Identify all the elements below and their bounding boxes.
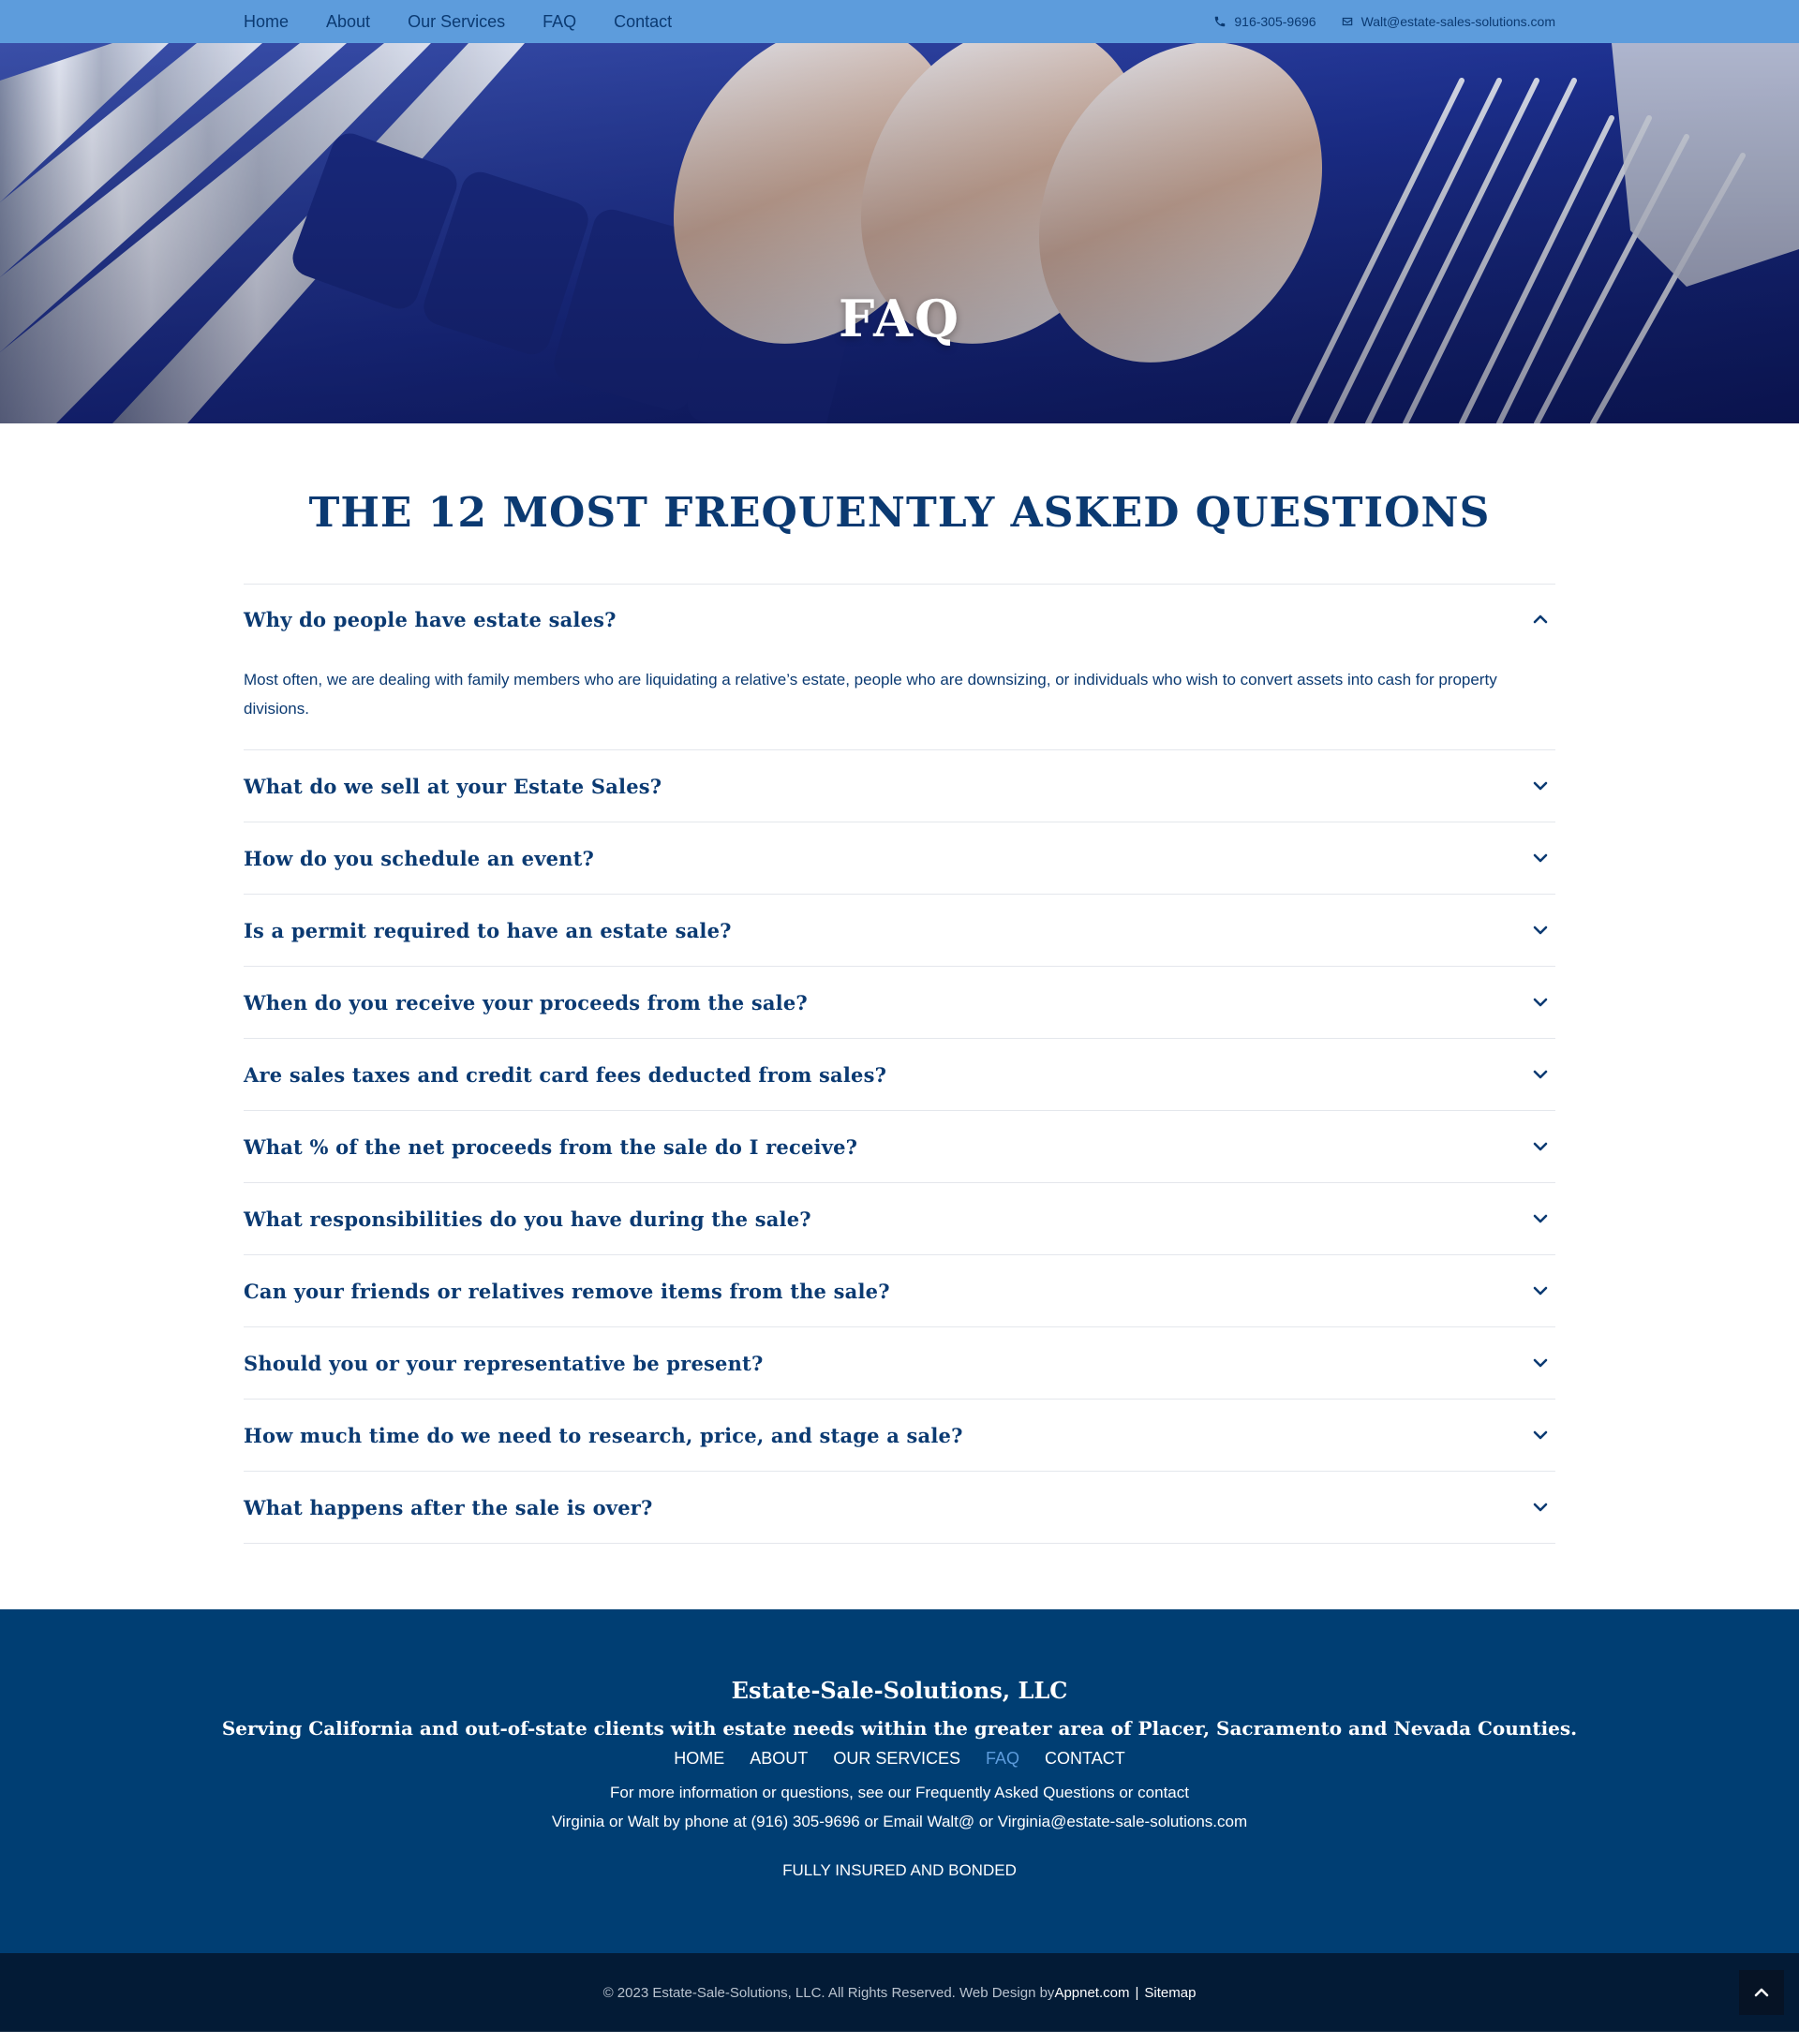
chevron-down-icon (1531, 921, 1550, 940)
footer-company-name: Estate-Sale-Solutions, LLC (731, 1677, 1068, 1704)
faq-item (244, 895, 1555, 967)
faq-question-text: What happens after the sale is over? (244, 1495, 653, 1519)
nav-about-link[interactable]: About (326, 11, 371, 31)
faq-question-text: How much time do we need to research, price, and stage a sale? (244, 1423, 963, 1447)
faq-answer-text: Most often, we are dealing with family members who are liquidating a relative’s estate, people who are downsizing, or individuals who wish to convert assets into cash for property divisions. (244, 671, 1497, 718)
footer-contact-line: Virginia or Walt by phone at (916) 305-9696 or Email Walt@ or Virginia@estate-sale-solutions.com (551, 1813, 1248, 1830)
faq-item (244, 1183, 1555, 1255)
faq-question-text: Can your friends or relatives remove items from the sale? (244, 1279, 890, 1303)
footer-home-link[interactable]: HOME (674, 1749, 725, 1768)
footer-nav (0, 1749, 1799, 1769)
copyright-bar (0, 1953, 1799, 2032)
header-phone-link[interactable] (1213, 14, 1316, 29)
nav-home-link[interactable]: Home (244, 11, 290, 31)
footer-services-link[interactable]: OUR SERVICES (833, 1749, 961, 1768)
faq-question-text: Is a permit required to have an estate sale? (244, 918, 732, 942)
faq-item (244, 1400, 1555, 1472)
faq-heading: THE 12 MOST FREQUENTLY ASKED QUESTIONS (308, 489, 1491, 537)
faq-question-toggle[interactable] (244, 585, 1555, 654)
footer-faq-link[interactable]: FAQ (986, 1749, 1020, 1768)
chevron-down-icon (1531, 1354, 1550, 1372)
nav-faq-link[interactable]: FAQ (543, 11, 577, 31)
faq-question-toggle[interactable] (244, 1255, 1555, 1326)
faq-item (244, 967, 1555, 1039)
footer-service-area: Serving California and out-of-state clients with estate needs within the greater area of Placer, Sacramento and Nevada Counties. (221, 1717, 1578, 1740)
nav-contact-link[interactable]: Contact (614, 11, 673, 31)
faq-item (244, 750, 1555, 822)
nav-services-link[interactable]: Our Services (408, 11, 506, 31)
faq-question-toggle[interactable] (244, 1400, 1555, 1471)
faq-item (244, 822, 1555, 895)
footer-contact-link[interactable]: CONTACT (1045, 1749, 1125, 1768)
chevron-down-icon (1531, 1137, 1550, 1156)
faq-item (244, 1039, 1555, 1111)
top-navigation-bar (0, 0, 1799, 43)
faq-item (244, 1255, 1555, 1327)
back-to-top-button[interactable] (1739, 1970, 1784, 2015)
chevron-down-icon (1531, 1426, 1550, 1444)
chevron-down-icon (1531, 1498, 1550, 1517)
faq-question-text: How do you schedule an event? (244, 846, 595, 870)
header-contact-info (1213, 14, 1555, 29)
faq-item (244, 1472, 1555, 1544)
chevron-up-icon (1531, 610, 1550, 629)
chevron-down-icon (1531, 993, 1550, 1012)
envelope-icon (1341, 15, 1354, 28)
main-nav (244, 12, 672, 32)
faq-question-text: What do we sell at your Estate Sales? (244, 774, 662, 798)
faq-question-toggle[interactable] (244, 967, 1555, 1038)
faq-accordion (244, 584, 1555, 1544)
chevron-down-icon (1531, 1065, 1550, 1084)
faq-item (244, 1111, 1555, 1183)
faq-question-text: What responsibilities do you have during the sale? (244, 1207, 811, 1231)
faq-question-toggle[interactable] (244, 750, 1555, 822)
header-email-text: Walt@estate-sales-solutions.com (1360, 14, 1555, 29)
faq-question-toggle[interactable] (244, 1039, 1555, 1110)
hero-title: FAQ (838, 289, 961, 348)
faq-question-toggle[interactable] (244, 1183, 1555, 1254)
chevron-down-icon (1531, 849, 1550, 867)
appnet-link[interactable]: Appnet.com (1054, 1984, 1130, 2001)
footer-about-link[interactable]: ABOUT (750, 1749, 809, 1768)
phone-icon (1213, 15, 1227, 28)
faq-question-text: What % of the net proceeds from the sale do I receive? (244, 1134, 858, 1159)
header-email-link[interactable] (1341, 14, 1555, 29)
faq-item (244, 585, 1555, 750)
chevron-down-icon (1531, 777, 1550, 795)
faq-question-toggle[interactable] (244, 822, 1555, 894)
footer-info-line: For more information or questions, see our Frequently Asked Questions or contact (610, 1784, 1189, 1801)
copyright-text: © 2023 Estate-Sale-Solutions, LLC. All Rights Reserved. Web Design by (602, 1984, 1055, 2001)
faq-question-toggle[interactable] (244, 1327, 1555, 1399)
faq-question-text: When do you receive your proceeds from the sale? (244, 990, 808, 1015)
faq-question-toggle[interactable] (244, 1472, 1555, 1543)
hero-banner (0, 43, 1799, 423)
faq-question-toggle[interactable] (244, 895, 1555, 966)
faq-section (0, 423, 1799, 1609)
faq-question-toggle[interactable] (244, 1111, 1555, 1182)
chevron-up-icon (1752, 1983, 1771, 2002)
link-separator: | (1135, 1984, 1139, 2001)
footer-insured-text: FULLY INSURED AND BONDED (782, 1861, 1017, 1879)
silverware-background-image (0, 43, 1799, 423)
faq-item (244, 1327, 1555, 1400)
header-phone-text: 916-305-9696 (1234, 14, 1316, 29)
faq-question-text: Why do people have estate sales? (244, 607, 617, 631)
chevron-down-icon (1531, 1281, 1550, 1300)
chevron-down-icon (1531, 1209, 1550, 1228)
faq-question-text: Should you or your representative be present? (244, 1351, 764, 1375)
sitemap-link[interactable]: Sitemap (1144, 1984, 1197, 2001)
site-footer (0, 1609, 1799, 1953)
faq-question-text: Are sales taxes and credit card fees deducted from sales? (244, 1062, 887, 1087)
